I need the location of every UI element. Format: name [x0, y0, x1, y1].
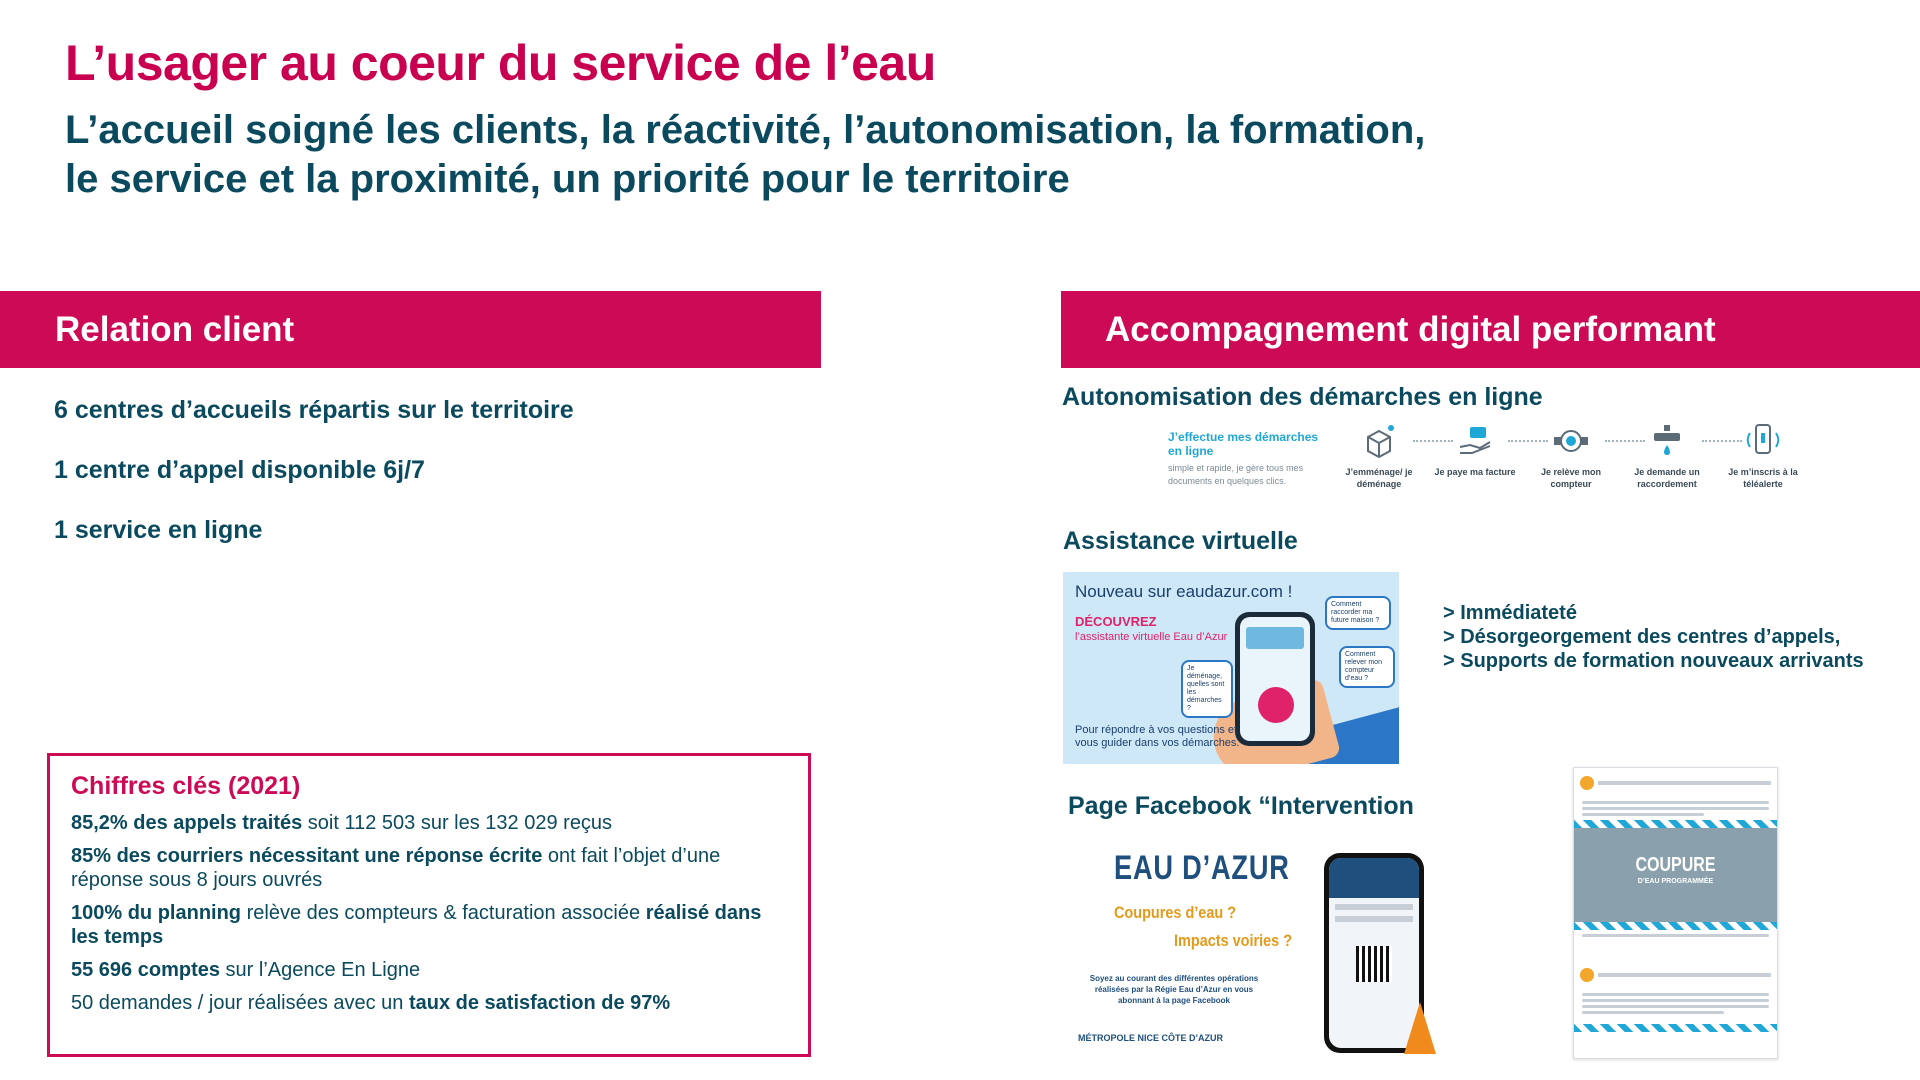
phone-screen [1240, 617, 1310, 741]
key-figures-box [47, 753, 811, 1057]
phone-illustration [1235, 612, 1315, 746]
step-label: Je relève mon compteur [1540, 467, 1602, 489]
phone-alert-icon [1741, 418, 1785, 462]
key-figure-bold: taux de satisfaction de 97% [408, 992, 671, 1014]
key-figure-line [71, 958, 787, 982]
va-discover-sub: l’assistante virtuelle Eau d’Azur [1075, 631, 1228, 643]
post-avatar [1580, 776, 1594, 790]
post-text-line [1582, 1005, 1769, 1008]
relation-client-heading-text: Relation client [55, 309, 295, 349]
post-stripe [1574, 1024, 1777, 1032]
post-banner-title: COUPURE [1635, 854, 1716, 876]
post-text-line [1582, 999, 1769, 1002]
facebook-promo-visual [1064, 837, 1444, 1059]
assistance-point: > Immédiateté [1443, 602, 1577, 624]
autonomisation-steps [1168, 418, 1818, 498]
key-figure-text: soit 112 503 sur les 132 029 reçus [302, 812, 613, 834]
post-stripe [1574, 820, 1777, 828]
water-meter-icon [1549, 418, 1593, 462]
question-bubble: Comment relever mon compteur d’eau ? [1339, 646, 1395, 688]
fb-metro: MÉTROPOLE NICE CÔTE D’AZUR [1078, 1033, 1224, 1043]
assistance-points [1443, 601, 1864, 673]
post-text-line [1582, 934, 1769, 937]
step-alert [1718, 418, 1808, 490]
post-header [1574, 768, 1777, 798]
question-bubble: Comment raccorder ma future maison ? [1325, 596, 1391, 630]
assistance-point: > Désorgeorgement des centres d’appels, [1443, 626, 1841, 648]
fb-text: Soyez au courant des différentes opérations réalisées par la Régie Eau d’Azur en vous abonnant à la page Facebook [1089, 974, 1259, 1005]
fb-cut2: Impacts voiries ? [1174, 931, 1293, 950]
virtual-assistant-visual [1063, 572, 1399, 764]
question-bubble: Je déménage, quelles sont les démarches ? [1181, 660, 1233, 718]
key-figure-line [71, 811, 787, 835]
page-subtitle: L’accueil soigné les clients, la réactivité, l’autonomisation, la formation, le service et la proximité, un priorité pour le territoire [65, 108, 1426, 201]
post-banner [1574, 820, 1777, 930]
step-label: Je m’inscris à la téléalerte [1728, 467, 1798, 489]
step-moving [1334, 418, 1424, 490]
key-figure-text: relève des compteurs & facturation associée [241, 902, 646, 924]
hand-card-icon [1453, 418, 1497, 462]
fb-page-header [1329, 858, 1419, 898]
key-figure-text: sur l’Agence En Ligne [219, 959, 421, 981]
fb-page-line [1335, 904, 1413, 910]
assistance-title: Assistance virtuelle [1063, 527, 1298, 555]
va-footer: Pour répondre à vos questions et vous guider dans vos démarches. [1075, 724, 1240, 749]
step-meter [1526, 418, 1616, 490]
relation-client-heading [0, 291, 821, 368]
step-label: J’emménage/ je déménage [1345, 467, 1413, 489]
step-label: Je paye ma facture [1434, 467, 1516, 477]
autonomisation-intro-title: J’effectue mes démarches en ligne [1168, 430, 1319, 458]
digital-heading-text: Accompagnement digital performant [1105, 309, 1716, 349]
relation-client-item: 1 centre d’appel disponible 6j/7 [54, 456, 425, 484]
relation-client-item: 6 centres d’accueils répartis sur le territoire [54, 396, 574, 424]
step-connection [1622, 418, 1712, 490]
page-title: L’usager au coeur du service de l’eau [65, 35, 936, 91]
facebook-title: Page Facebook “Intervention [1068, 792, 1414, 820]
fb-brand: EAU D’AZUR [1114, 849, 1290, 887]
key-figures-title: Chiffres clés (2021) [71, 772, 301, 800]
key-figure-bold: 85% des courriers nécessitant une réponse écrite [71, 845, 543, 867]
assistant-avatar [1258, 687, 1294, 723]
key-figure-line [71, 991, 787, 1015]
relation-client-item: 1 service en ligne [54, 516, 263, 544]
key-figure-bold: 100% du planning [71, 902, 242, 924]
post-stripe [1574, 922, 1777, 930]
traffic-cone-icon [1404, 1002, 1436, 1054]
step-pay [1430, 418, 1520, 478]
key-figure-line [71, 901, 787, 949]
fb-page-line [1335, 916, 1413, 922]
key-figure-line [71, 844, 787, 892]
post-text-line [1582, 801, 1769, 804]
step-label: Je demande un raccordement [1634, 467, 1700, 489]
screen-photo [1246, 627, 1304, 649]
assistance-point: > Supports de formation nouveaux arrivants [1443, 650, 1864, 672]
post-text-line [1582, 993, 1769, 996]
fb-cut1: Coupures d’eau ? [1114, 903, 1237, 922]
post-text-line [1582, 813, 1704, 816]
faucet-icon [1645, 418, 1689, 462]
key-figure-text: 50 demandes / jour réalisées avec un [71, 992, 409, 1014]
va-headline: Nouveau sur eaudazur.com ! [1075, 582, 1293, 601]
autonomisation-intro [1168, 430, 1328, 488]
post-author-line [1598, 781, 1771, 785]
post-avatar [1580, 968, 1594, 982]
digital-heading [1061, 291, 1920, 368]
post-text-line [1582, 807, 1769, 810]
moving-box-icon [1357, 418, 1401, 462]
post-header [1574, 960, 1777, 990]
qr-code-icon [1356, 946, 1392, 982]
facebook-post-screenshot [1573, 767, 1778, 1059]
autonomisation-title: Autonomisation des démarches en ligne [1062, 383, 1543, 411]
key-figure-bold: 85,2% des appels traités [71, 812, 303, 834]
post-author-line [1598, 973, 1771, 977]
post-banner-sub: D’EAU PROGRAMMÉE [1637, 878, 1714, 885]
key-figure-text: ont fait l’objet d’une réponse sous 8 jours ouvrés [71, 845, 721, 891]
post-text-line [1582, 1011, 1724, 1014]
key-figure-bold: 55 696 comptes [71, 959, 220, 981]
key-figure-bold: réalisé dans les temps [71, 902, 762, 948]
autonomisation-intro-text: simple et rapide, je gère tous mes documents en quelques clics. [1168, 463, 1304, 486]
va-discover: DÉCOUVREZ [1075, 614, 1157, 629]
